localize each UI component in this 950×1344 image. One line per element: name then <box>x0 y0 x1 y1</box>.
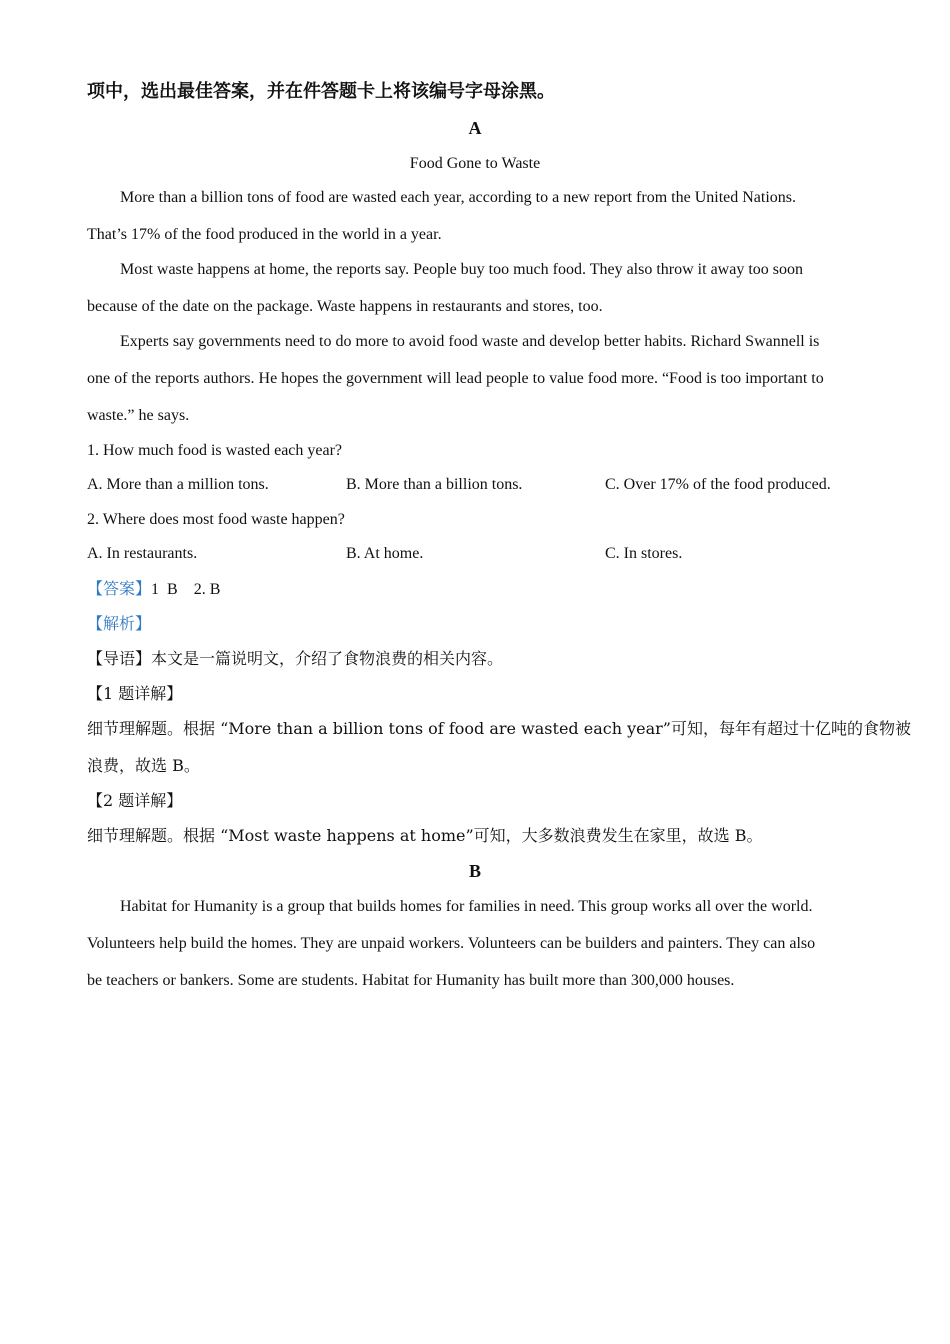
answer-row <box>87 579 220 600</box>
question-1-option-a: A. More than a million tons. <box>87 476 269 493</box>
question-2-stem: 2. Where does most food waste happen? <box>87 511 345 528</box>
question-2-option-a: A. In restaurants. <box>87 545 198 562</box>
passage-a-p3-line2: one of the reports authors. He hopes the government will lead people to value food more. “Food is too important to <box>87 370 824 387</box>
q2-detail-label: 【2 题详解】 <box>87 791 183 810</box>
passage-a-p2-line2: because of the date on the package. Waste happens in restaurants and stores, too. <box>87 298 603 315</box>
passage-b-line2: Volunteers help build the homes. They are unpaid workers. Volunteers can be builders and painters. They can also <box>87 935 816 952</box>
instruction-heading: 项中，选出最佳答案，并在件答题卡上将该编号字母涂黑。 <box>87 81 555 102</box>
guide-row <box>87 649 503 669</box>
passage-b-line1: Habitat for Humanity is a group that builds homes for families in need. This group works all over the world. <box>120 898 813 915</box>
question-2-option-b: B. At home. <box>346 545 424 562</box>
section-b-letter: B <box>468 861 481 881</box>
passage-a-p1-line2: That’s 17% of the food produced in the world in a year. <box>87 226 442 243</box>
answer-text: 1 B 2. B <box>151 581 221 598</box>
q1-detail-line1: 细节理解题。根据 “More than a billion tons of food are wasted each year”可知，每年有超过十亿吨的食物被 <box>87 719 911 738</box>
passage-a-p1-line1: More than a billion tons of food are wasted each year, according to a new report from the United Nations. <box>120 189 797 206</box>
passage-a-p3-line1: Experts say governments need to do more to avoid food waste and develop better habits. Richard Swannell is <box>120 333 820 350</box>
passage-b-line3: be teachers or bankers. Some are students. Habitat for Humanity has built more than 300,000 houses. <box>87 972 735 989</box>
q2-detail-text: 细节理解题。根据 “Most waste happens at home”可知，大多数浪费发生在家里，故选 B。 <box>87 826 763 845</box>
question-2-option-c: C. In stores. <box>605 545 683 562</box>
passage-a-title: Food Gone to Waste <box>409 155 541 172</box>
section-a-letter: A <box>468 118 482 138</box>
guide-label: 【导语】 <box>87 649 152 668</box>
question-1-option-c: C. Over 17% of the food produced. <box>605 476 831 493</box>
question-1-stem: 1. How much food is wasted each year? <box>87 442 343 459</box>
q1-detail-line2: 浪费，故选 B。 <box>87 756 200 775</box>
answer-label: 【答案】 <box>87 579 152 598</box>
question-1-option-b: B. More than a billion tons. <box>346 476 523 493</box>
q1-detail-label: 【1 题详解】 <box>87 684 183 703</box>
guide-text: 本文是一篇说明文，介绍了食物浪费的相关内容。 <box>151 649 504 668</box>
passage-a-p3-line3: waste.” he says. <box>87 407 190 424</box>
passage-a-p2-line1: Most waste happens at home, the reports say. People buy too much food. They also throw it away too soon <box>120 261 803 278</box>
analysis-label: 【解析】 <box>87 614 152 633</box>
